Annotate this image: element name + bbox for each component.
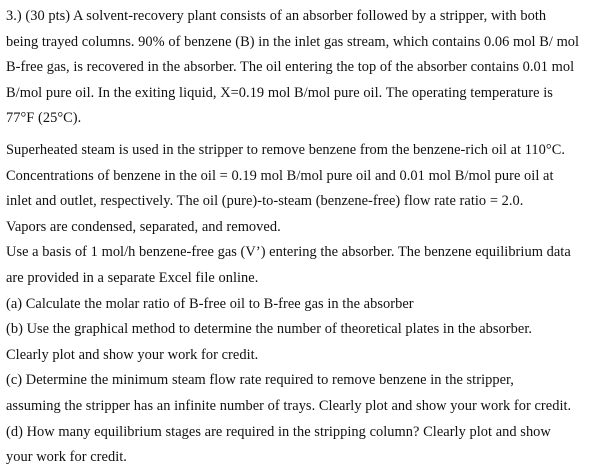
question-c-continued: assuming the stripper has an infinite number of trays. Clearly plot and show your work for credit. [6,397,572,414]
intro-line-4: B/mol pure oil. In the exiting liquid, X=0.19 mol B/mol pure oil. The operating temperature is [6,84,553,101]
intro-line-5: 77°F (25°C). [6,110,82,127]
problem-body-paragraph [6,138,610,471]
question-a: (a) Calculate the molar ratio of B-free oil to B-free gas in the absorber [6,295,414,312]
question-c: (c) Determine the minimum steam flow rate required to remove benzene in the stripper, [6,372,514,389]
body-line-2: Concentrations of benzene in the oil = 0.19 mol B/mol pure oil and 0.01 mol B/mol pure oil at [6,167,554,184]
problem-intro-paragraph [6,4,610,132]
question-b: (b) Use the graphical method to determine the number of theoretical plates in the absorber. [6,321,533,338]
body-line-6: are provided in a separate Excel file online. [6,269,259,286]
body-line-5: Use a basis of 1 mol/h benzene-free gas (V’) entering the absorber. The benzene equilibrium data [6,244,571,261]
intro-line-2: being trayed columns. 90% of benzene (B) in the inlet gas stream, which contains 0.06 mol B/ mol [6,33,580,50]
body-line-4: Vapors are condensed, separated, and removed. [6,218,281,235]
question-d: (d) How many equilibrium stages are required in the stripping column? Clearly plot and show [6,423,551,440]
intro-line-1: 3.) (30 pts) A solvent-recovery plant consists of an absorber followed by a stripper, with both [6,8,547,24]
body-line-1: Superheated steam is used in the stripper to remove benzene from the benzene-rich oil at 110°C. [6,141,566,158]
question-d-continued: your work for credit. [6,449,127,466]
intro-line-3: B-free gas, is recovered in the absorber. The oil entering the top of the absorber contains 0.01 mol [6,59,575,76]
question-b-continued: Clearly plot and show your work for credit. [6,346,259,363]
body-line-3: inlet and outlet, respectively. The oil (pure)-to-steam (benzene-free) flow rate ratio = 2.0. [6,193,524,210]
